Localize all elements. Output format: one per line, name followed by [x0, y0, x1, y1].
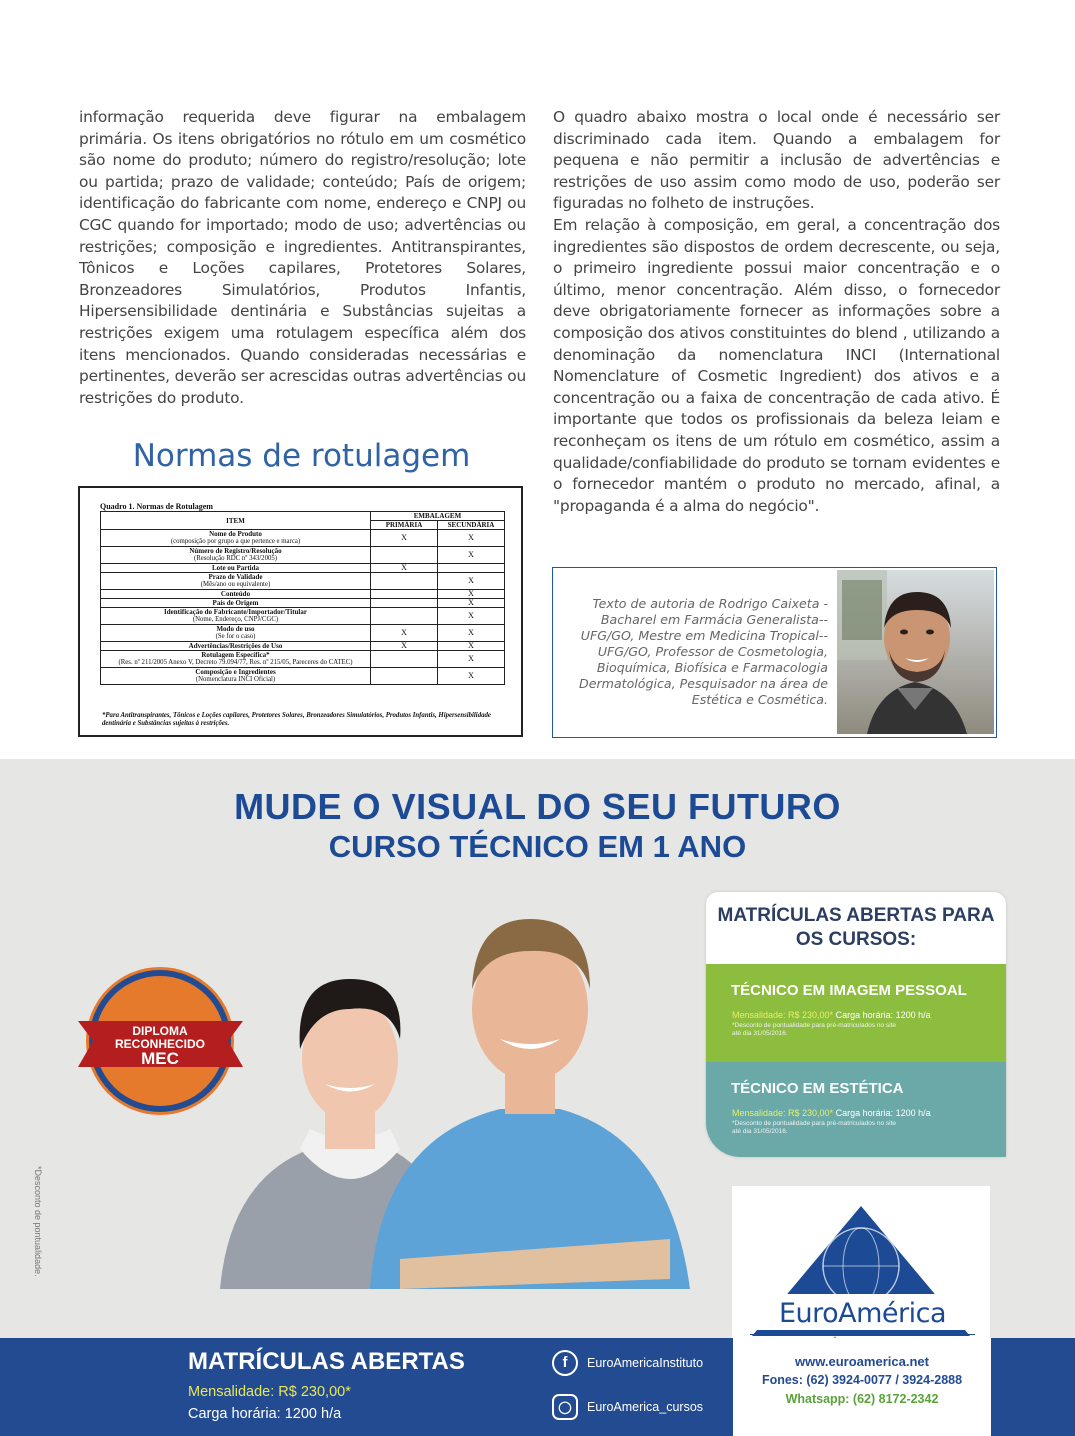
row-secondary-mark: X: [438, 668, 505, 685]
table-row: [101, 642, 505, 651]
row-item-name: Advertências/Restrições de Uso: [188, 642, 283, 650]
row-item-name: Rotulagem Específica*: [201, 651, 270, 659]
row-item: [101, 651, 371, 668]
table-row: [101, 651, 505, 668]
table-row: [101, 668, 505, 685]
table-row: [101, 573, 505, 590]
row-secondary-mark: X: [438, 608, 505, 625]
article-left-column: [79, 107, 526, 409]
course-estetica[interactable]: [706, 1062, 1006, 1157]
whatsapp-number: Whatsapp: (62) 8172-2342: [785, 1392, 939, 1406]
instagram-link[interactable]: [552, 1394, 752, 1422]
section-title: Normas de rotulagem: [132, 438, 471, 474]
row-primary-mark: X: [371, 530, 438, 547]
courses-card: [706, 892, 1006, 1157]
course-name: TÉCNICO EM IMAGEM PESSOAL: [731, 982, 967, 999]
instagram-icon: ◯: [552, 1394, 578, 1420]
table-header-group: EMBALAGEM: [371, 512, 505, 521]
table-title: Quadro 1. Normas de Rotulagem: [100, 502, 213, 511]
row-item: [101, 625, 371, 642]
courses-card-title: MATRÍCULAS ABERTAS PARA OS CURSOS:: [717, 905, 995, 950]
row-primary-mark: [371, 599, 438, 608]
row-secondary-mark: [438, 564, 505, 573]
table-header-primary: PRIMÁRIA: [371, 521, 438, 530]
badge-line3: MEC: [141, 1049, 179, 1068]
row-primary-mark: X: [371, 625, 438, 642]
euroamerica-logo[interactable]: [732, 1186, 990, 1356]
row-primary-mark: [371, 590, 438, 599]
row-item: [101, 599, 371, 608]
footer-title: MATRÍCULAS ABERTAS: [188, 1348, 465, 1375]
course-imagem-pessoal[interactable]: [706, 964, 1006, 1062]
course-price: Mensalidade: R$ 230,00*: [732, 1108, 834, 1118]
course-price-line: [732, 1108, 931, 1118]
course-note: *Desconto de pontualidade para pré-matriculados no site até dia 31/05/2016.: [732, 1120, 897, 1135]
row-secondary-mark: X: [438, 590, 505, 599]
course-note: *Desconto de pontualidade para pré-matriculados no site até dia 31/05/2016.: [732, 1022, 897, 1037]
row-secondary-mark: X: [438, 625, 505, 642]
side-note-text: *Desconto de pontualidade.: [33, 1166, 43, 1277]
row-item-detail: (Resolução RDC nº 343/2005): [193, 555, 278, 562]
row-item-name: Lote ou Partida: [211, 564, 260, 572]
advertisement: [0, 759, 1075, 1436]
website-link[interactable]: www.euroamerica.net: [795, 1354, 929, 1369]
row-item-name: Número de Registro/Resolução: [189, 547, 282, 555]
course-hours: Carga horária: 1200 h/a: [835, 1010, 931, 1020]
labeling-table-figure: [78, 486, 523, 737]
row-item-name: Conteúdo: [220, 590, 251, 598]
author-photo: [837, 570, 994, 734]
row-secondary-mark: X: [438, 651, 505, 668]
ad-subheadline: CURSO TÉCNICO EM 1 ANO: [328, 829, 747, 864]
table-row: [101, 625, 505, 642]
row-item-name: Nome do Produto: [209, 530, 262, 538]
table-row: [101, 599, 505, 608]
article-right-column: [553, 107, 1000, 517]
row-secondary-mark: X: [438, 547, 505, 564]
table-row: [101, 547, 505, 564]
author-bio: Texto de autoria de Rodrigo Caixeta - Bacharel em Farmácia Generalista--UFG/GO, Mestre em Medicina Tropical--UFG/GO, Professor de Cosmetologia, Bioquímica, Biofísica e Farmacologia Dermatológica, Pesquisador na área de Estética e Cosmética.: [579, 596, 828, 707]
row-item-detail: (Se for o caso): [215, 633, 256, 640]
row-secondary-mark: X: [438, 599, 505, 608]
table-row: [101, 608, 505, 625]
row-item: [101, 547, 371, 564]
table-row: [101, 564, 505, 573]
row-primary-mark: X: [371, 564, 438, 573]
instagram-handle: EuroAmerica_cursos: [587, 1400, 704, 1414]
logo-name: EuroAmérica: [778, 1298, 947, 1329]
article-paragraph: informação requerida deve figurar na embalagem primária. Os itens obrigatórios no rótulo em um cosmético são nome do produto; número do registro/resolução; lote ou partida; prazo de validade; conteúdo; País de origem; identificação do fabricante com nome, endereço e CNPJ ou CGC quando for importado; modo de uso; advertências ou restrições; composição e ingredientes. Antitranspirantes, Tônicos e Loções capilares, Protetores Solares, Bronzeadores Simulatórios, Produtos Infantis, Hipersensibilidade dentinária e Substâncias sujeitas a restrições exigem uma rotulagem específica além dos itens mencionados. Quando consideradas necessárias e pertinentes, deverão ser acrescidas outras advertências ou restrições do produto.: [79, 108, 526, 407]
footer-price: Mensalidade: R$ 230,00*: [188, 1384, 351, 1400]
row-item-detail: (Mês/ano ou equivalente): [200, 581, 271, 588]
side-note: [30, 1166, 44, 1329]
table-row: [101, 590, 505, 599]
article-paragraph: O quadro abaixo mostra o local onde é necessário ser discriminado cada item. Quando a embalagem for pequena e não permitir a inclusão de advertências e restrições de uso assim como modo de uso, poderão ser figuradas no folheto de instruções.: [553, 108, 1000, 213]
row-item-name: Identificação do Fabricante/Importador/Titular: [164, 608, 307, 616]
course-price: Mensalidade: R$ 230,00*: [732, 1010, 834, 1020]
table-footnote: *Para Antitranspirantes, Tônicos e Loções capilares, Protetores Solares, Bronzeadores Simulatórios, Produtos Infantis, Hipersensibilidade dentinária e Substâncias sujeitas à restrições.: [102, 712, 491, 727]
row-item-detail: (Res. nº 211/2005 Anexo V, Decreto 79.094/77, Res. nº 215/05, Pareceres do CATEC): [118, 659, 353, 666]
row-item-name: Modo de uso: [216, 625, 255, 633]
ad-headline: MUDE O VISUAL DO SEU FUTURO: [234, 786, 841, 827]
row-item: [101, 642, 371, 651]
author-box: [552, 567, 997, 738]
row-secondary-mark: X: [438, 642, 505, 651]
row-item-name: Prazo de Validade: [208, 573, 263, 581]
students-photo: [200, 879, 720, 1289]
course-name: TÉCNICO EM ESTÉTICA: [731, 1080, 904, 1097]
row-item-name: Composição e Ingredientes: [195, 668, 276, 676]
course-hours: Carga horária: 1200 h/a: [835, 1108, 931, 1118]
footer-hours: Carga horária: 1200 h/a: [188, 1406, 342, 1422]
row-primary-mark: [371, 668, 438, 685]
labeling-table: [100, 511, 505, 685]
row-item: [101, 573, 371, 590]
course-price-line: [732, 1010, 931, 1020]
ad-footer: [0, 1338, 1075, 1436]
row-primary-mark: [371, 608, 438, 625]
mec-badge: [78, 959, 243, 1124]
row-item-detail: (Nomenclatura INCI Oficial): [195, 676, 276, 683]
row-item: [101, 590, 371, 599]
table-header-item: ITEM: [101, 512, 371, 530]
row-primary-mark: [371, 651, 438, 668]
row-item-detail: (Nome, Endereço, CNPJ/CGC): [192, 616, 279, 623]
row-secondary-mark: X: [438, 573, 505, 590]
badge-line2: RECONHECIDO: [114, 1037, 206, 1051]
row-secondary-mark: X: [438, 530, 505, 547]
row-primary-mark: [371, 573, 438, 590]
facebook-icon: f: [552, 1350, 578, 1376]
badge-line1: DIPLOMA: [132, 1024, 188, 1038]
row-item: [101, 608, 371, 625]
row-primary-mark: [371, 547, 438, 564]
article-paragraph: Em relação à composição, em geral, a concentração dos ingredientes são dispostos de ordem decrescente, ou seja, o primeiro ingrediente possui maior concentração e o último, menor concentração. Além disso, o fornecedor deve obrigatoriamente fornecer as informações sobre a composição dos ativos constituintes do blend , utilizando a denominação da nomenclatura INCI (International Nomenclature of Cosmetic Ingredient) dos ativos e a concentração ou a faixa de concentração de cada ativo. É importante que todos os profissionais da beleza leiam e reconheçam os itens de um rótulo em cosmético, assim a qualidade/confiabilidade do produto se tornam evidentes e o fornecedor mantém o produto no mercado, afinal, a "propaganda é a alma do negócio".: [553, 215, 1000, 515]
facebook-handle: EuroAmericaInstituto: [587, 1356, 704, 1370]
phone-numbers: Fones: (62) 3924-0077 / 3924-2888: [761, 1373, 963, 1387]
contact-box: [733, 1338, 991, 1436]
row-primary-mark: X: [371, 642, 438, 651]
row-item: [101, 668, 371, 685]
row-item: [101, 564, 371, 573]
row-item: [101, 530, 371, 547]
table-header-secondary: SECUNDÁRIA: [438, 521, 505, 530]
facebook-link[interactable]: [552, 1350, 752, 1378]
table-row: [101, 530, 505, 547]
row-item-name: País de Origem: [212, 599, 259, 607]
row-item-detail: (composição por grupo a que pertence e marca): [170, 538, 301, 545]
